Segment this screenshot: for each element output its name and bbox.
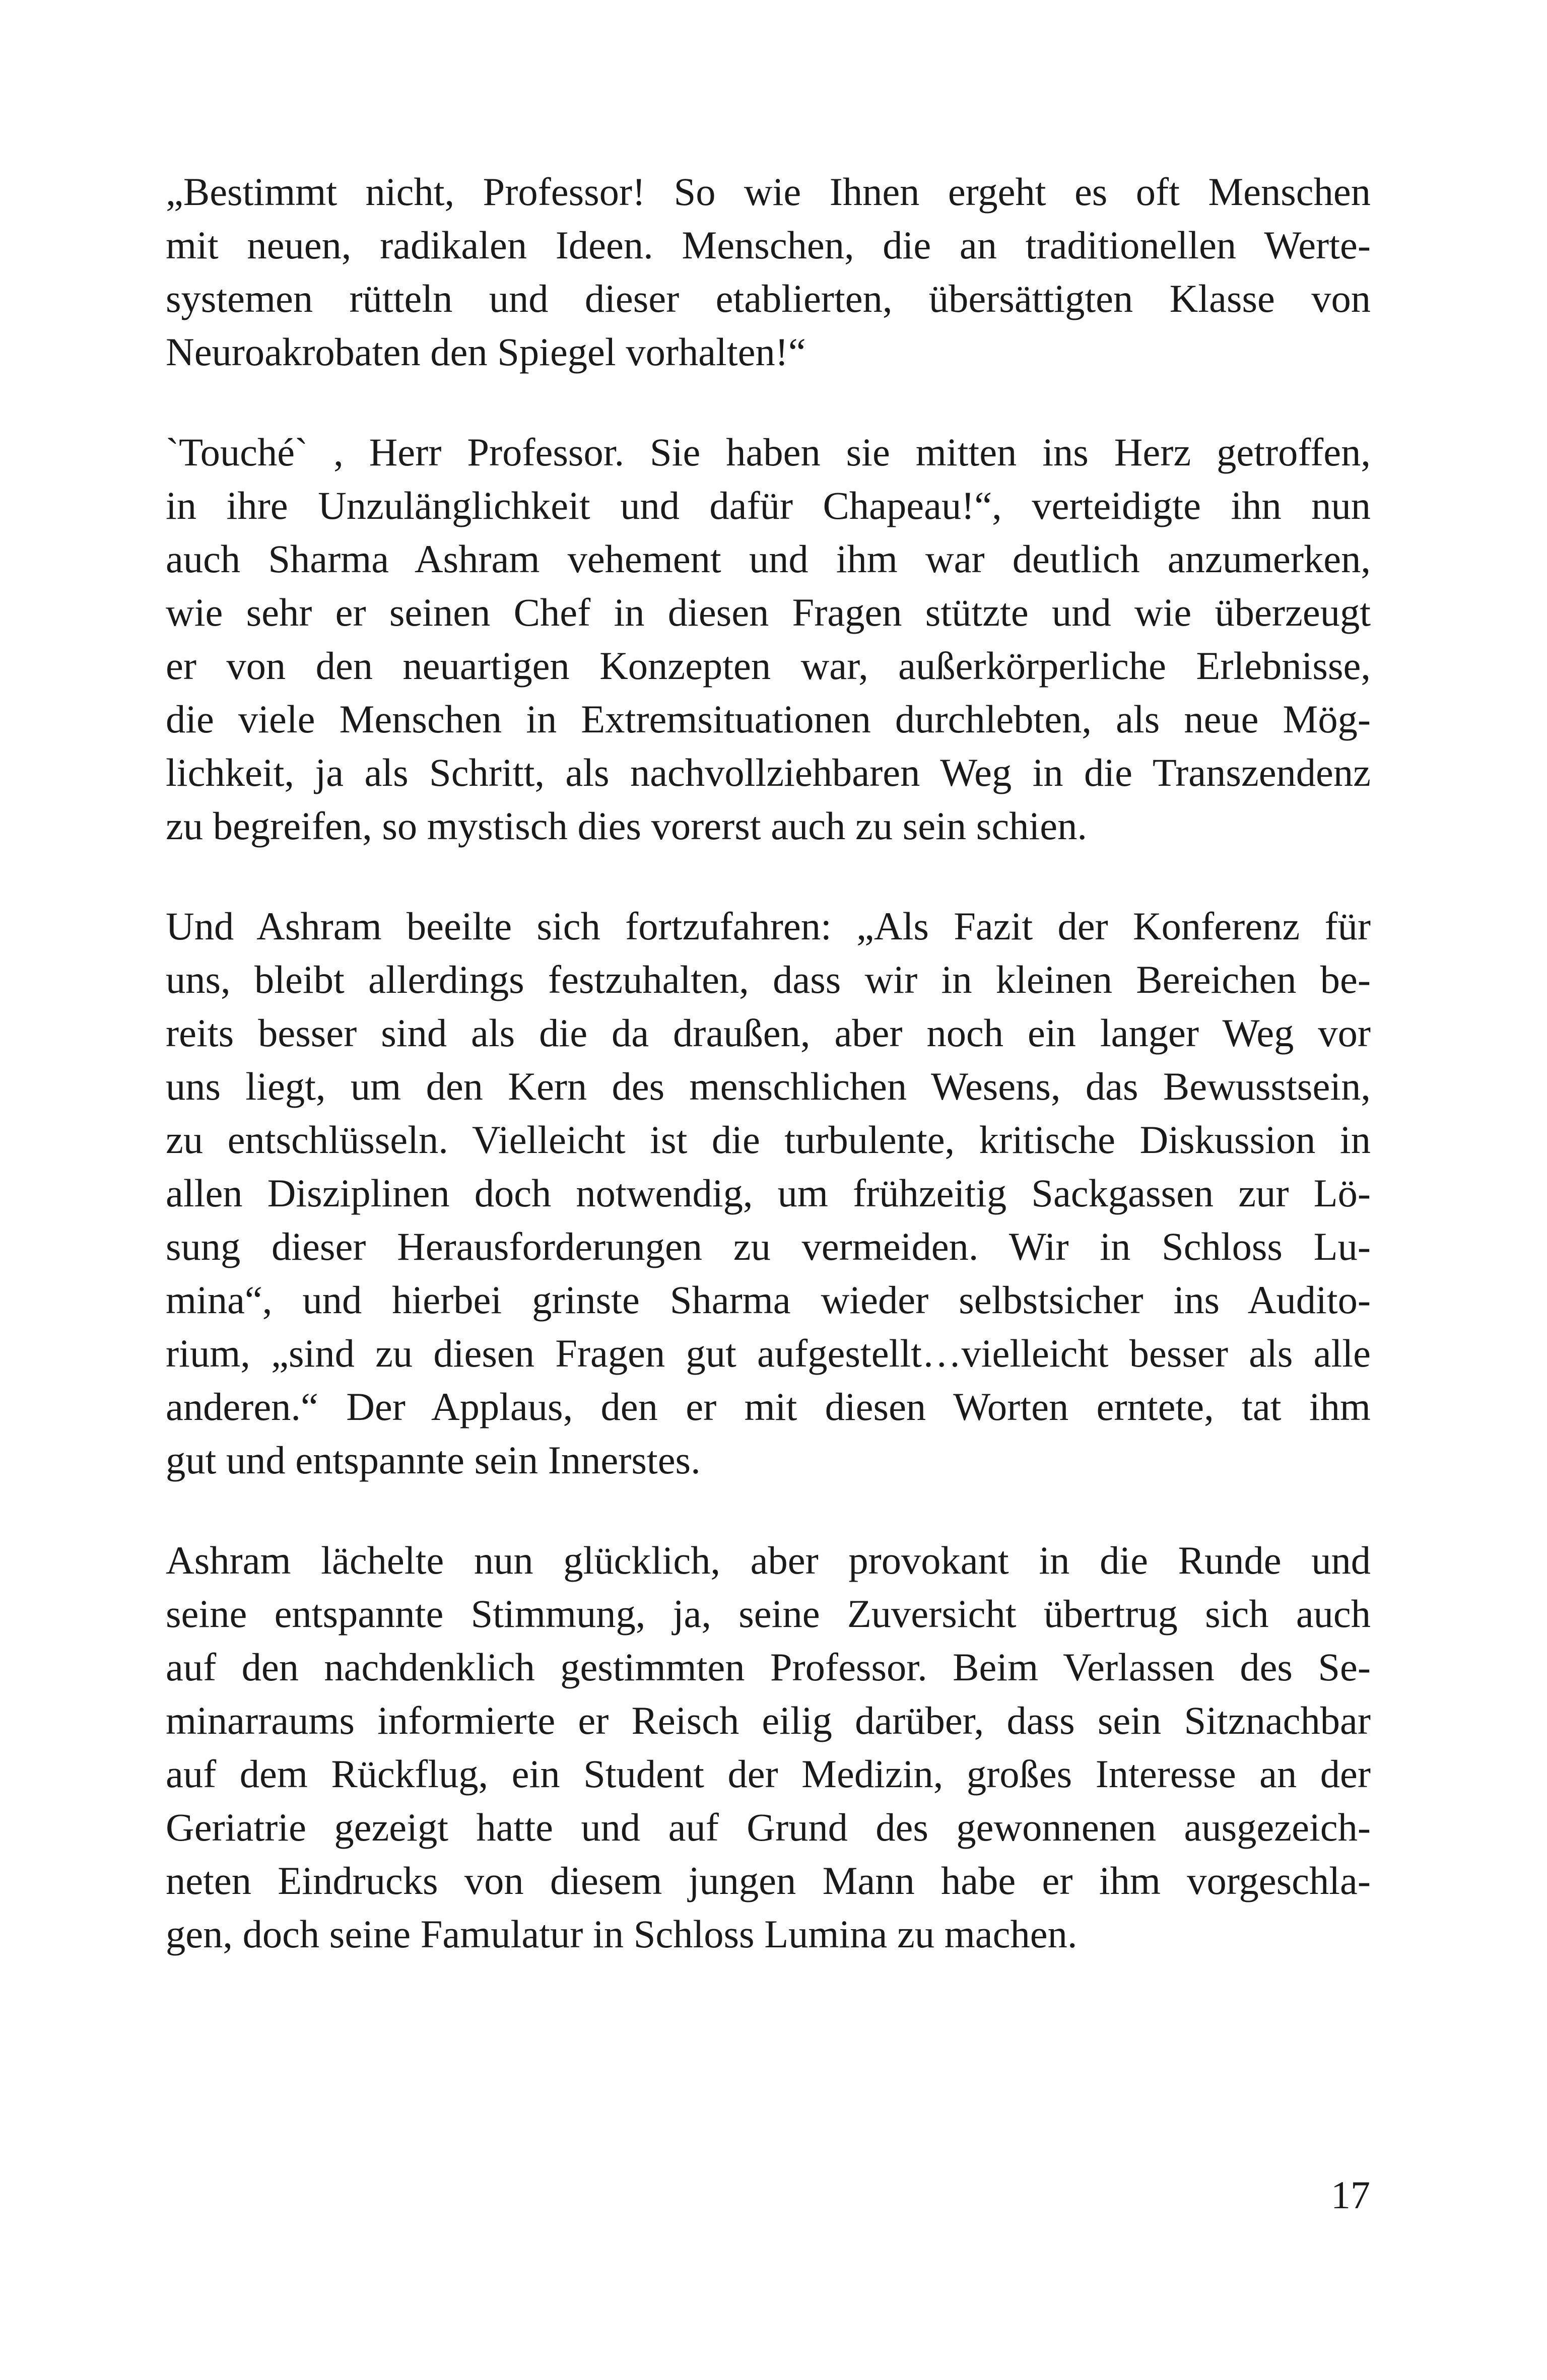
paragraph-4 bbox=[166, 1534, 1371, 1961]
text-line: minarraums informierte er Reisch eilig darüber, dass sein Sitznachbar bbox=[166, 1698, 1371, 1742]
paragraph-2 bbox=[166, 426, 1371, 853]
text-line: `Touché` , Herr Professor. Sie haben sie mitten ins Herz getroffen, bbox=[166, 430, 1371, 474]
text-line: die viele Menschen in Extremsituationen durchlebten, als neue Mög- bbox=[166, 697, 1371, 741]
text-line: Ashram lächelte nun glücklich, aber provokant in die Runde und bbox=[166, 1538, 1371, 1582]
text-line: uns, bleibt allerdings festzuhalten, dass wir in kleinen Bereichen be- bbox=[166, 958, 1371, 1001]
text-line: wie sehr er seinen Chef in diesen Fragen stützte und wie überzeugt bbox=[166, 590, 1371, 634]
text-line: er von den neuartigen Konzepten war, außerkörperliche Erlebnisse, bbox=[166, 644, 1371, 688]
text-line: gen, doch seine Famulatur in Schloss Lumina zu machen. bbox=[166, 1912, 1078, 1956]
text-line: neten Eindrucks von diesem jungen Mann habe er ihm vorgeschla- bbox=[166, 1859, 1371, 1902]
text-line: auch Sharma Ashram vehement und ihm war deutlich anzumerken, bbox=[166, 537, 1371, 581]
text-line: lichkeit, ja als Schritt, als nachvollziehbaren Weg in die Transzendenz bbox=[166, 751, 1371, 794]
text-line: in ihre Unzulänglichkeit und dafür Chapeau!“, verteidigte ihn nun bbox=[166, 484, 1371, 527]
page-number: 17 bbox=[1331, 2173, 1370, 2217]
text-line: mit neuen, radikalen Ideen. Menschen, die an traditionellen Werte- bbox=[166, 223, 1371, 267]
text-line: rium, „sind zu diesen Fragen gut aufgestellt…vielleicht besser als alle bbox=[166, 1331, 1371, 1375]
text-line: auf den nachdenklich gestimmten Professor. Beim Verlassen des Se- bbox=[166, 1645, 1371, 1689]
text-line: Neuroakrobaten den Spiegel vorhalten!“ bbox=[166, 330, 806, 374]
text-line: gut und entspannte sein Innerstes. bbox=[166, 1438, 701, 1482]
body-text bbox=[166, 165, 1371, 2008]
text-line: allen Disziplinen doch notwendig, um frühzeitig Sackgassen zur Lö- bbox=[166, 1171, 1371, 1215]
text-line: Und Ashram beeilte sich fortzufahren: „Als Fazit der Konferenz für bbox=[166, 904, 1371, 948]
text-line: uns liegt, um den Kern des menschlichen Wesens, das Bewusstsein, bbox=[166, 1064, 1371, 1108]
text-line: seine entspannte Stimmung, ja, seine Zuversicht übertrug sich auch bbox=[166, 1592, 1371, 1636]
text-line: mina“, und hierbei grinste Sharma wieder selbstsicher ins Audito- bbox=[166, 1278, 1371, 1322]
text-line: reits besser sind als die da draußen, aber noch ein langer Weg vor bbox=[166, 1011, 1371, 1055]
text-line: zu entschlüsseln. Vielleicht ist die turbulente, kritische Diskussion in bbox=[166, 1118, 1371, 1162]
text-line: anderen.“ Der Applaus, den er mit diesen Worten erntete, tat ihm bbox=[166, 1385, 1371, 1429]
text-line: systemen rütteln und dieser etablierten, übersättigten Klasse von bbox=[166, 277, 1371, 320]
text-line: Geriatrie gezeigt hatte und auf Grund des gewonnenen ausgezeich- bbox=[166, 1805, 1371, 1849]
text-line: auf dem Rückflug, ein Student der Medizin, großes Interesse an der bbox=[166, 1752, 1371, 1796]
paragraph-1 bbox=[166, 165, 1371, 379]
text-line: sung dieser Herausforderungen zu vermeiden. Wir in Schloss Lu- bbox=[166, 1225, 1371, 1268]
text-line: „Bestimmt nicht, Professor! So wie Ihnen ergeht es oft Menschen bbox=[166, 170, 1371, 214]
text-line: zu begreifen, so mystisch dies vorerst auch zu sein schien. bbox=[166, 804, 1087, 848]
paragraph-3 bbox=[166, 900, 1371, 1487]
